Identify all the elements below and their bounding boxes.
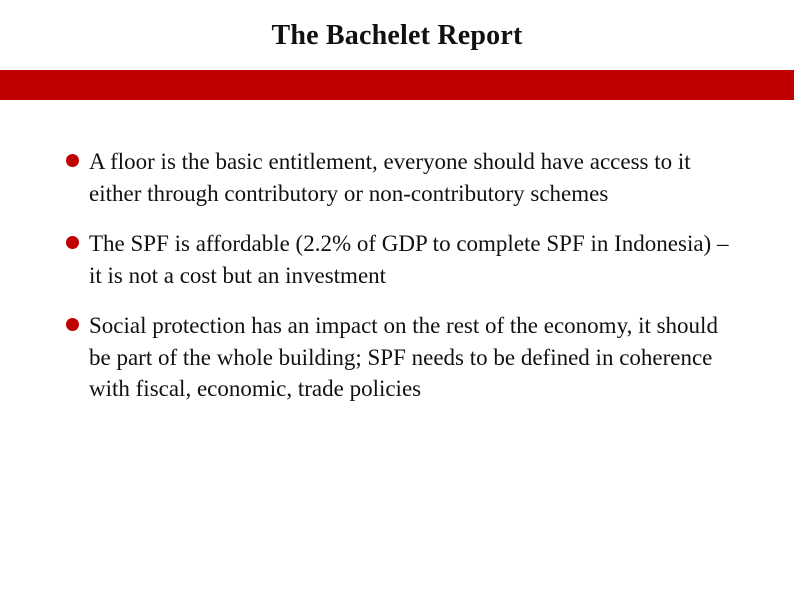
bullet-icon [66, 236, 79, 249]
bullet-item [55, 228, 745, 291]
bullet-icon [66, 318, 79, 331]
bullet-item [55, 310, 745, 405]
bullet-item [55, 146, 745, 209]
bullet-text: Social protection has an impact on the rest of the economy, it should be part of the whole building; SPF needs to be defined in coherence with fiscal, economic, trade policies [89, 313, 718, 401]
bullet-text: A floor is the basic entitlement, everyone should have access to it either through contributory or non-contributory schemes [89, 149, 691, 206]
slide-title: The Bachelet Report [271, 20, 523, 51]
bullet-list [55, 146, 745, 424]
bullet-icon [66, 154, 79, 167]
title-accent-bar [0, 70, 794, 100]
bullet-text: The SPF is affordable (2.2% of GDP to complete SPF in Indonesia) – it is not a cost but an investment [89, 231, 729, 288]
